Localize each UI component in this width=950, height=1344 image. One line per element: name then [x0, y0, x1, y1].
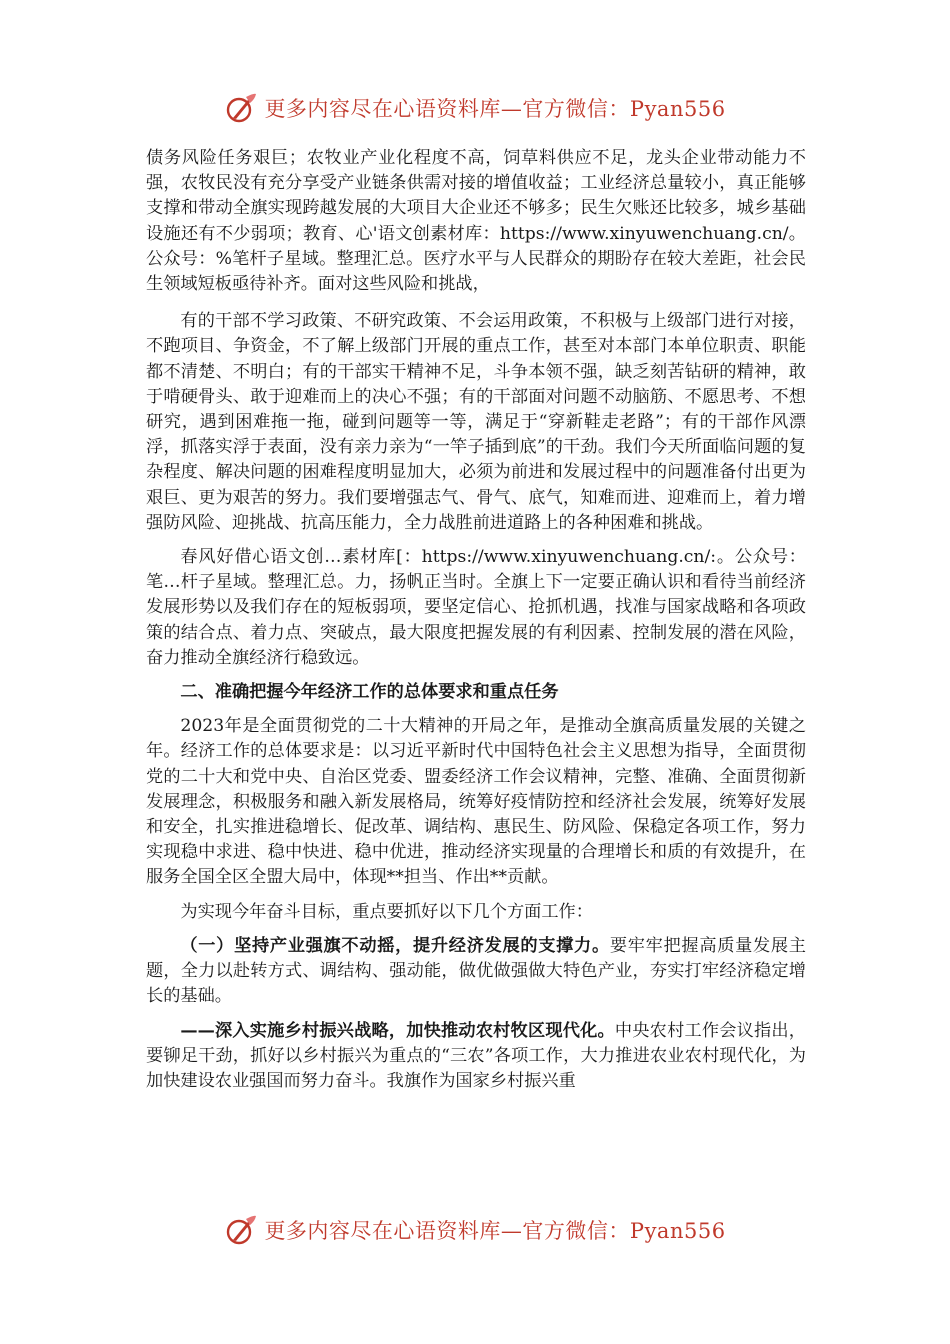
footer-banner — [0, 1208, 950, 1252]
footer-banner-text: 更多内容尽在心语资料库—官方微信：Pyan556 — [264, 1219, 726, 1243]
paragraph-4: 2023年是全面贯彻党的二十大精神的开局之年，是推动全旗高质量发展的关键之年。经济工作的总体要求是：以习近平新时代中国特色社会主义思想为指导，全面贯彻党的二十大和党中央、自治区党委、盟委经济工作会议精神，完整、准确、全面贯彻新发展理念，积极服务和融入新发展格局，统筹好疫情防控和经济社会发展，统筹好发展和安全，扎实推进稳增长、促改革、调结构、惠民生、防风险、保稳定各项工作，努力实现稳中求进、稳中快进、稳中优进，推动经济实现量的合理增长和质的有效提升，在服务全国全区全盟大局中，体现**担当、作出**贡献。 — [146, 716, 806, 888]
paragraph-2: 有的干部不学习政策、不研究政策、不会运用政策，不积极与上级部门进行对接，不跑项目、争资金，不了解上级部门开展的重点工作，甚至对本部门本单位职责、职能都不清楚、不明白；有的干部实干精神不足，斗争本领不强，缺乏刻苦钻研的精神，敢于啃硬骨头、敢于迎难而上的决心不强；有的干部面对问题不动脑筋、不愿思考、不想研究，遇到困难拖一拖，碰到问题等一等，满足于“穿新鞋走老路”；有的干部作风漂浮，抓落实浮于表面，没有亲力亲为“一竿子插到底”的干劲。我们今天所面临问题的复杂程度、解决问题的困难程度明显加大，必须为前进和发展过程中的问题准备付出更为艰巨、更为艰苦的努力。我们要增强志气、骨气、底气，知难而进、迎难而上，着力增强防风险、迎挑战、抗高压能力，全力战胜前进道路上的各种困难和挑战。 — [146, 311, 806, 533]
document-body — [146, 146, 806, 1103]
paragraph-7-body: 中央农村工作会议指出，要铆足干劲，抓好以乡村振兴为重点的“三农”各项工作，大力推进农业农村现代化，为加快建设农业强国而努力奋斗。我旗作为国家乡村振兴重 — [146, 1020, 806, 1091]
quill-pen-logo-icon — [224, 91, 258, 125]
paragraph-1: 债务风险任务艰巨；农牧业产业化程度不高，饲草料供应不足，龙头企业带动能力不强，农牧民没有充分享受产业链条供需对接的增值收益；工业经济总量较小，真正能够支撑和带动全旗实现跨越发展的大项目大企业还不够多；民生欠账还比较多，城乡基础设施还有不少弱项；教育、心'语文创素材库：https://www.xinyuwenchuang.cn/。公众号：%笔杆子星域。整理汇总。医疗水平与人民群众的期盼存在较大差距，社会民生领域短板亟待补齐。面对这些风险和挑战， — [146, 148, 806, 295]
header-banner-text: 更多内容尽在心语资料库—官方微信：Pyan556 — [264, 97, 726, 121]
paragraph-3: 春风好借心语文创…素材库[：https://www.xinyuwenchuang.cn/:。公众号：笔…杆子星域。整理汇总。力，扬帆正当时。全旗上下一定要正确认识和看待当前经济发展形势以及我们存在的短板弱项，要坚定信心、抢抓机遇，找准与国家战略和各项政策的结合点、着力点、突破点，最大限度把握发展的有利因素、控制发展的潜在风险，奋力推动全旗经济行稳致远。 — [146, 547, 806, 668]
header-banner — [0, 86, 950, 130]
paragraph-7-lead: ——深入实施乡村振兴战略，加快推动农村牧区现代化。 — [180, 1020, 615, 1041]
paragraph-5: 为实现今年奋斗目标，重点要抓好以下几个方面工作： — [180, 901, 593, 922]
paragraph-7 — [146, 1019, 806, 1095]
section-heading-2: 二、准确把握今年经济工作的总体要求和重点任务 — [180, 682, 559, 703]
paragraph-6 — [146, 934, 806, 1010]
paragraph-6-lead: （一）坚持产业强旗不动摇，提升经济发展的支撑力。 — [180, 935, 610, 956]
quill-pen-logo-icon — [224, 1213, 258, 1247]
paragraph-6-body: 要牢牢把握高质量发展主题，全力以赴转方式、调结构、强动能，做优做强做大特色产业，夯实打牢经济稳定增长的基础。 — [146, 935, 806, 1007]
